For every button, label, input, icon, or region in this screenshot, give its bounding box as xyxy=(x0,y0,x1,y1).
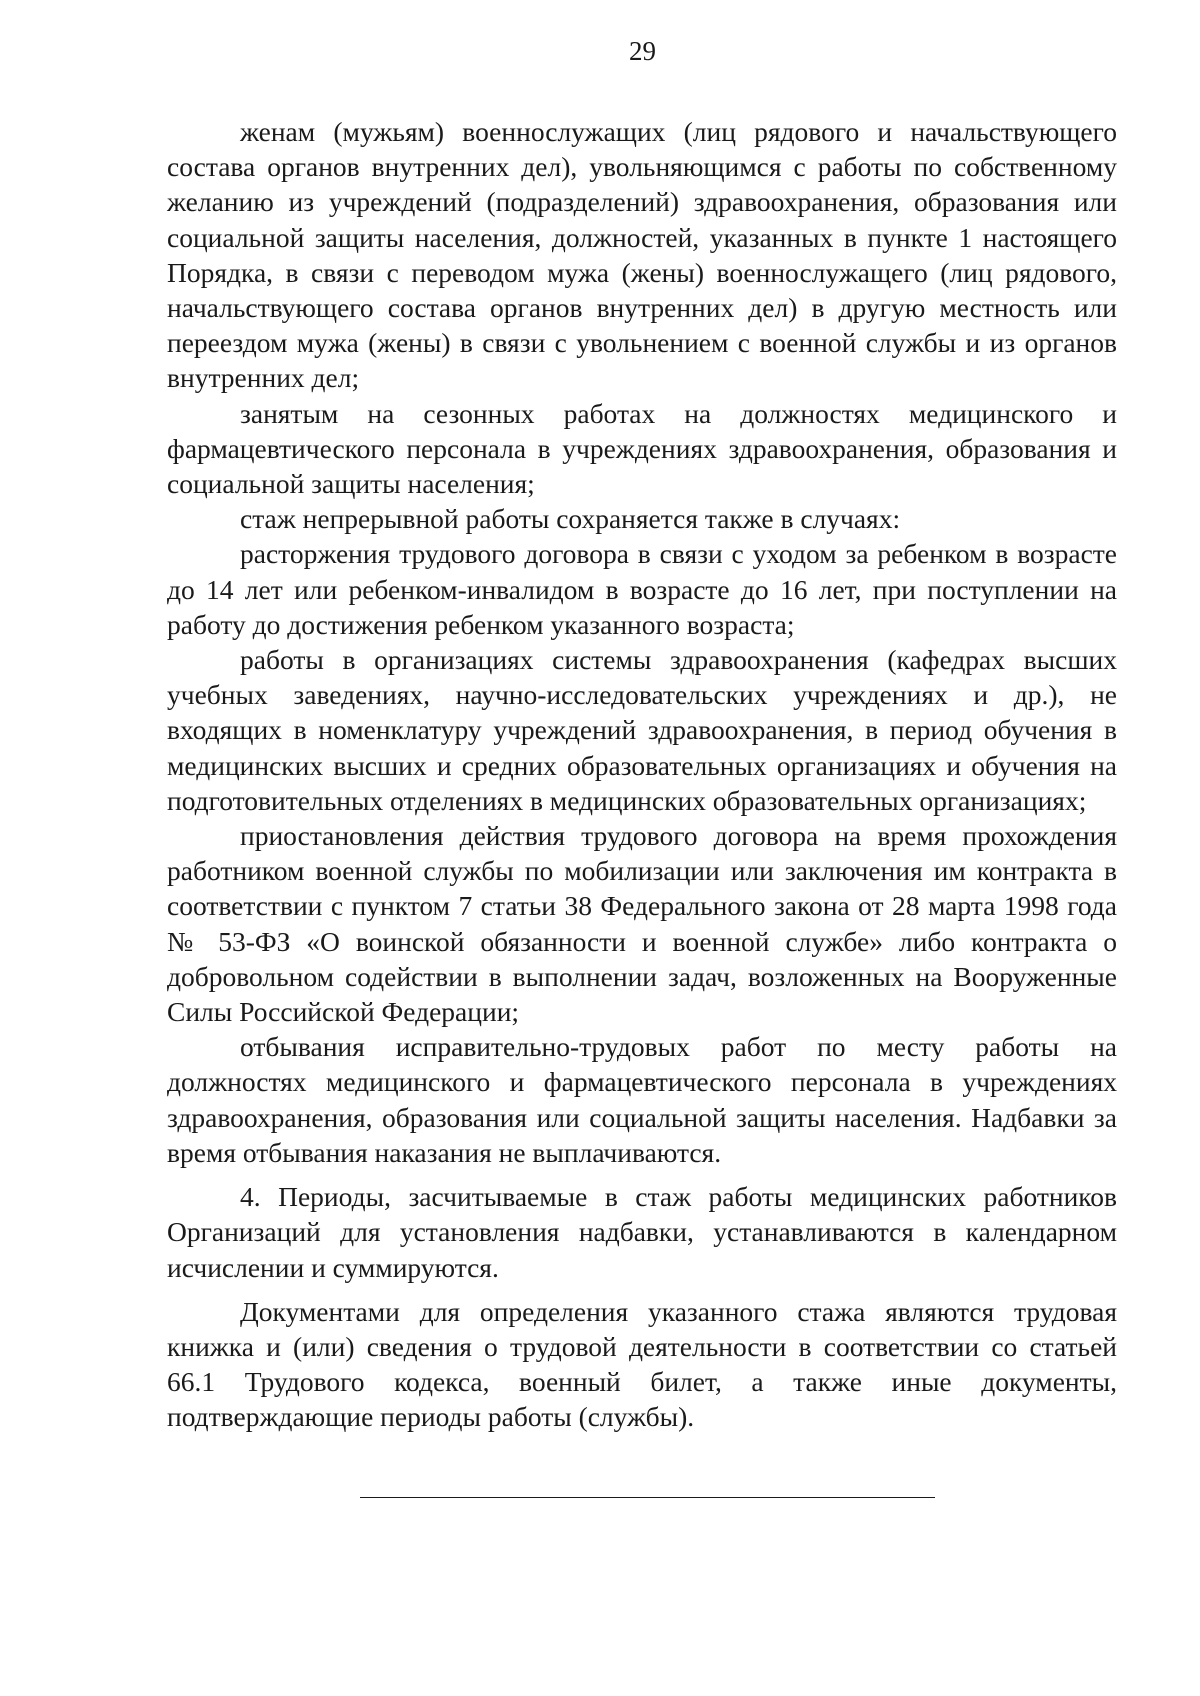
paragraph-documents: Документами для определения указанного стажа являются трудовая книжка и (или) сведения о трудовой деятельности в соответствии со статьей 66.1 Трудового кодекса, военный билет, а также иные документы, подтверждающие периоды работы (службы). xyxy=(167,1295,1117,1433)
paragraph-section-4: 4. Периоды, засчитываемые в стаж работы медицинских работников Организаций для установления надбавки, устанавливаются в календарном исчислении и суммируются. xyxy=(167,1181,1117,1283)
page-number: 29 xyxy=(629,36,656,66)
paragraph-child-care: расторжения трудового договора в связи с уходом за ребенком в возрасте до 14 лет или ребенком-инвалидом в возрасте до 16 лет, при поступлении на работу до достижения ребенком указанного возраста; xyxy=(167,538,1117,640)
paragraph-healthcare-organizations: работы в организациях системы здравоохранения (кафедрах высших учебных заведениях, научно-исследовательских учреждениях и др.), не входящих в номенклатуру учреждений здравоохранения, в период обучения в медицинских высших и средних образовательных организациях и обучения на подготовительных отделениях в медицинских образовательных организациях; xyxy=(167,644,1117,816)
paragraph-wives-of-servicemen: женам (мужьям) военнослужащих (лиц рядового и начальствующего состава органов внутренних дел), увольняющимся с работы по собственному желанию из учреждений (подразделений) здравоохранения, образования или социальной защиты населения, должностей, указанных в пункте 1 настоящего Порядка, в связи с переводом мужа (жены) военнослужащего (лиц рядового, начальствующего состава органов внутренних дел) в другую местность или переездом мужа (жены) в связи с увольнением с военной службы и из органов внутренних дел; xyxy=(167,116,1117,394)
document-body xyxy=(167,114,1117,1435)
end-of-document-rule xyxy=(360,1497,935,1498)
paragraph-seasonal-work: занятым на сезонных работах на должностях медицинского и фармацевтического персонала в учреждениях здравоохранения, образования и социальной защиты населения; xyxy=(167,397,1117,500)
paragraph-continuous-service-cases: стаж непрерывной работы сохраняется также в случаях: xyxy=(240,503,901,535)
paragraph-mobilization: приостановления действия трудового договора на время прохождения работником военной службы по мобилизации или заключения им контракта в соответствии с пунктом 7 статьи 38 Федерального закона от 28 марта 1998 года № 53-ФЗ «О воинской обязанности и военной службе» либо контракта о добровольном содействии в выполнении задач, возложенных на Вооруженные Силы Российской Федерации; xyxy=(167,820,1117,1028)
paragraph-correctional-labor: отбывания исправительно-трудовых работ по месту работы на должностях медицинского и фармацевтического персонала в учреждениях здравоохранения, образования или социальной защиты населения. Надбавки за время отбывания наказания не выплачиваются. xyxy=(167,1031,1117,1168)
